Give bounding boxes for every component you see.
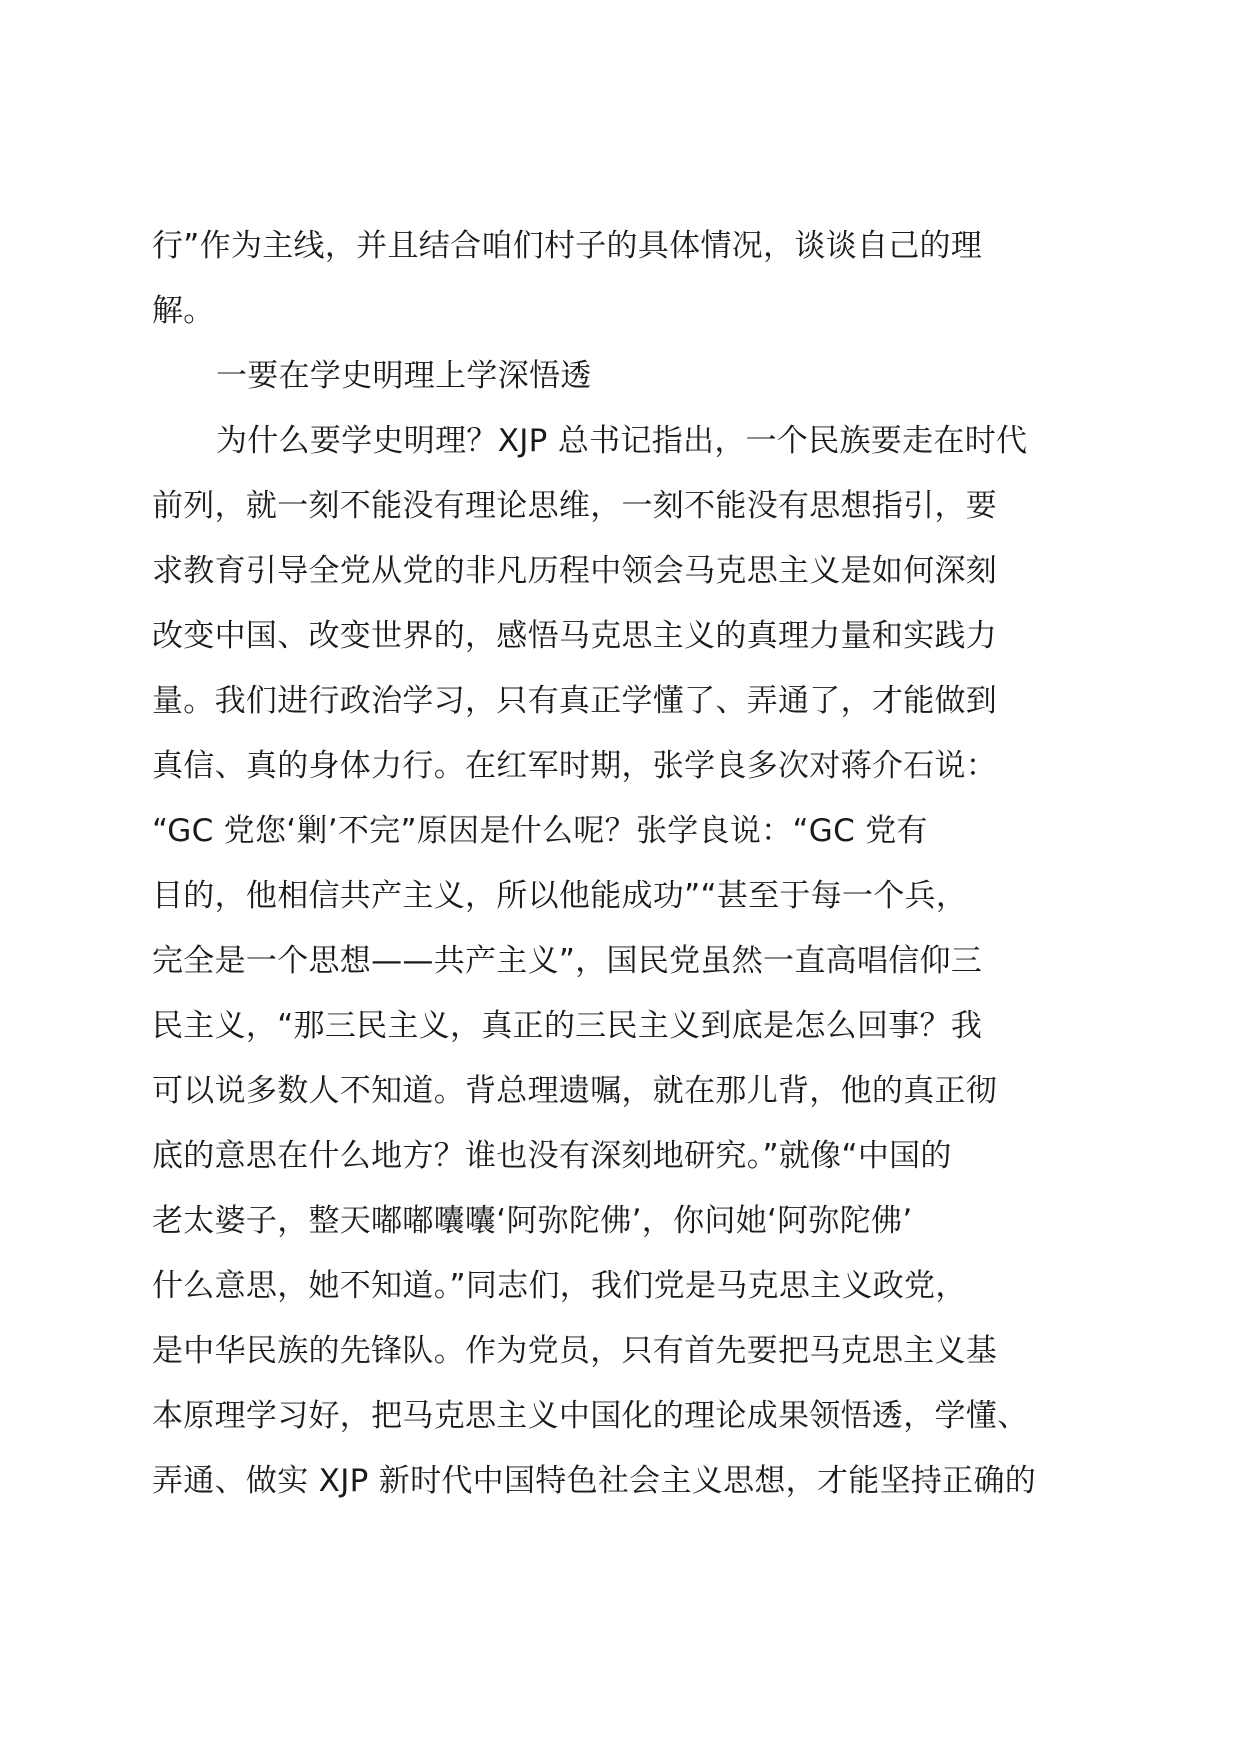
section-heading: 一要在学史明理上学深悟透	[216, 358, 592, 394]
text-line: 弄通、做实 XJP 新时代中国特色社会主义思想，才能坚持正确的	[152, 1463, 1037, 1499]
text-line: 行”作为主线，并且结合咱们村子的具体情况，谈谈自己的理	[152, 228, 983, 264]
text-line: 解。	[152, 293, 215, 329]
paragraph-first-line: 为什么要学史明理？XJP 总书记指出，一个民族要走在时代	[216, 423, 1028, 459]
text-line: 完全是一个思想——共产主义”，国民党虽然一直高唱信仰三	[152, 943, 983, 979]
body-text	[152, 214, 1092, 1514]
text-line: 老太婆子，整天嘟嘟囔囔‘阿弥陀佛’，你问她‘阿弥陀佛’	[152, 1203, 913, 1239]
text-line: 可以说多数人不知道。背总理遗嘱，就在那儿背，他的真正彻	[152, 1073, 998, 1109]
text-line: “GC 党您‘剿’不完”原因是什么呢？张学良说：“GC 党有	[152, 813, 928, 849]
text-line: 量。我们进行政治学习，只有真正学懂了、弄通了，才能做到	[152, 683, 998, 719]
text-line: 本原理学习好，把马克思主义中国化的理论成果领悟透，学懂、	[152, 1398, 1029, 1434]
text-line: 真信、真的身体力行。在红军时期，张学良多次对蒋介石说：	[152, 748, 998, 784]
text-line: 底的意思在什么地方？谁也没有深刻地研究。”就像“中国的	[152, 1138, 952, 1174]
text-line: 改变中国、改变世界的，感悟马克思主义的真理力量和实践力	[152, 618, 998, 654]
text-line: 是中华民族的先锋队。作为党员，只有首先要把马克思主义基	[152, 1333, 998, 1369]
text-line: 求教育引导全党从党的非凡历程中领会马克思主义是如何深刻	[152, 553, 998, 589]
text-line: 民主义，“那三民主义，真正的三民主义到底是怎么回事？我	[152, 1008, 983, 1044]
text-line: 目的，他相信共产主义，所以他能成功”“甚至于每一个兵，	[152, 878, 968, 914]
text-line: 前列，就一刻不能没有理论思维，一刻不能没有思想指引，要	[152, 488, 998, 524]
text-line: 什么意思，她不知道。”同志们，我们党是马克思主义政党，	[152, 1268, 967, 1304]
